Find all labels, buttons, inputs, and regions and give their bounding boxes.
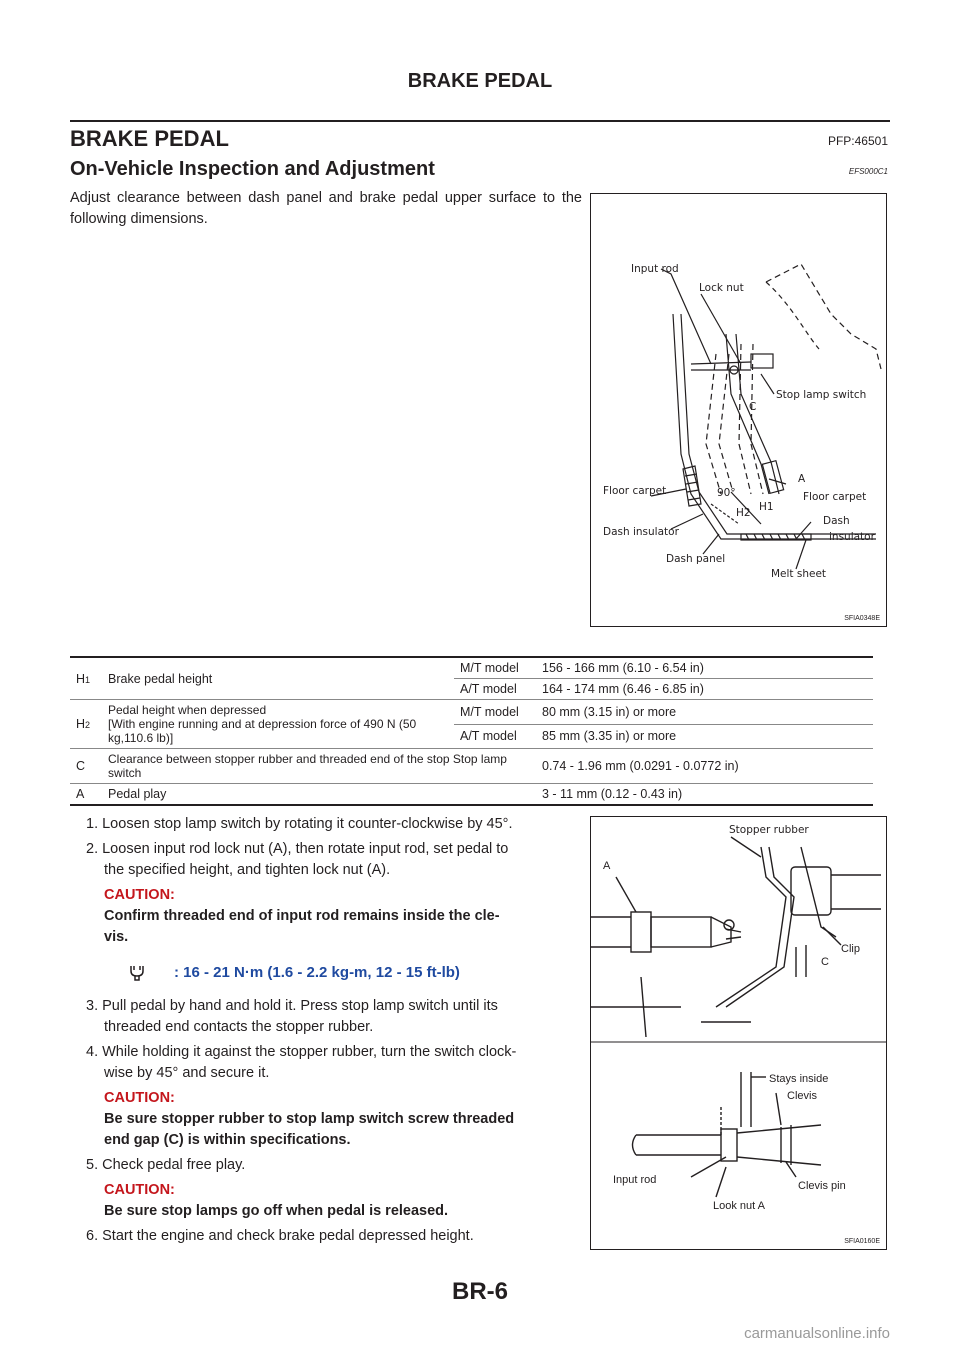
- page-header: BRAKE PEDAL: [407, 70, 553, 92]
- step-4-line1: 4. While holding it against the stopper rubber, turn the switch clock-: [86, 1044, 517, 1060]
- wrench-icon: [128, 962, 146, 982]
- spec-table: [70, 656, 873, 806]
- c-value: 0.74 - 1.96 mm (0.0291 - 0.0772 in): [536, 749, 873, 784]
- caution-2-line1: Be sure stopper rubber to stop lamp switch screw threaded: [104, 1111, 515, 1127]
- label-dash-right-2: insulator: [829, 531, 875, 543]
- label-dash-panel: Dash panel: [666, 553, 726, 565]
- h2-desc: Pedal height when depressed [With engine running and at depression force of 490 N (50 kg,110.6 lb)]: [102, 700, 454, 749]
- h1-at-model: A/T model: [454, 679, 536, 700]
- label-a: A: [798, 473, 806, 485]
- label-clevis: Clevis: [787, 1090, 817, 1102]
- h1-mt-model: M/T model: [454, 657, 536, 679]
- a-desc: Pedal play: [102, 784, 536, 806]
- label-dash-right-1: Dash: [823, 515, 850, 527]
- step-3-line2: threaded end contacts the stopper rubber.: [104, 1019, 374, 1035]
- label-lock-nut: Lock nut: [699, 282, 744, 294]
- a-symbol: A: [70, 784, 102, 806]
- subsection-title: On-Vehicle Inspection and Adjustment: [70, 158, 435, 180]
- h2-mt-model: M/T model: [454, 700, 536, 725]
- figure1-code: SFIA0348E: [844, 615, 880, 622]
- step-3-line1: 3. Pull pedal by hand and hold it. Press stop lamp switch until its: [86, 998, 498, 1014]
- a-value: 3 - 11 mm (0.12 - 0.43 in): [536, 784, 873, 806]
- step-1: 1. Loosen stop lamp switch by rotating it counter-clockwise by 45°.: [86, 816, 513, 832]
- watermark: carmanualsonline.info: [744, 1325, 890, 1342]
- label-clip: Clip: [841, 943, 860, 955]
- header-rule: [70, 120, 890, 122]
- c-desc: Clearance between stopper rubber and threaded end of the stop Stop lamp switch: [102, 749, 536, 784]
- table-row: [70, 700, 873, 725]
- figure2-code: SFIA0160E: [844, 1238, 880, 1245]
- h1-mt-value: 156 - 166 mm (6.10 - 6.54 in): [536, 657, 873, 679]
- label-input-rod: Input rod: [613, 1174, 657, 1186]
- label-c: C: [821, 956, 829, 968]
- label-floor-carpet-left: Floor carpet: [603, 485, 667, 497]
- caution-1-line1: Confirm threaded end of input rod remains inside the cle-: [104, 908, 500, 924]
- label-input-rod: Input rod: [631, 263, 679, 275]
- table-row: [70, 784, 873, 806]
- label-angle: 90°: [717, 487, 736, 499]
- section-code: PFP:46501: [827, 134, 888, 148]
- label-a: A: [603, 860, 611, 872]
- caution-1-label: CAUTION:: [104, 887, 175, 903]
- h2-at-value: 85 mm (3.35 in) or more: [536, 724, 873, 749]
- caution-3-line1: Be sure stop lamps go off when pedal is released.: [104, 1203, 449, 1219]
- caution-2-label: CAUTION:: [104, 1090, 175, 1106]
- c-symbol: C: [70, 749, 102, 784]
- stop-lamp-switch-figure: [590, 816, 887, 1250]
- label-floor-carpet-right: Floor carpet: [803, 491, 867, 503]
- label-clevis-pin: Clevis pin: [798, 1180, 846, 1192]
- h1-at-value: 164 - 174 mm (6.46 - 6.85 in): [536, 679, 873, 700]
- step-2-line1: 2. Loosen input rod lock nut (A), then rotate input rod, set pedal to: [86, 841, 509, 857]
- pedal-height-figure: [590, 193, 887, 627]
- steps-list: [86, 814, 586, 1247]
- label-melt-sheet: Melt sheet: [771, 568, 827, 580]
- step-6: 6. Start the engine and check brake pedal depressed height.: [86, 1228, 474, 1244]
- page-number: BR-6: [451, 1278, 508, 1305]
- label-h2: H2: [736, 507, 751, 519]
- torque-value: : 16 - 21 N·m (1.6 - 2.2 kg-m, 12 - 15 ft-lb): [174, 964, 460, 981]
- torque-spec: [86, 960, 586, 990]
- switch-diagram: [591, 817, 886, 1249]
- h1-desc: Brake pedal height: [102, 657, 454, 700]
- subsection-code: EFS000C1: [848, 167, 888, 176]
- h2-symbol: H2: [70, 700, 102, 749]
- pedal-diagram: [591, 194, 886, 626]
- h2-mt-value: 80 mm (3.15 in) or more: [536, 700, 873, 725]
- caution-3-label: CAUTION:: [104, 1182, 175, 1198]
- label-dash-insulator-left: Dash insulator: [603, 526, 679, 538]
- label-h1: H1: [759, 501, 774, 513]
- table-row: [70, 657, 873, 679]
- caution-2-line2: end gap (C) is within specifications.: [104, 1132, 351, 1148]
- caution-1-line2: vis.: [104, 929, 129, 945]
- label-stays-inside: Stays inside: [769, 1073, 829, 1085]
- h2-at-model: A/T model: [454, 724, 536, 749]
- table-row: [70, 749, 873, 784]
- section-title: BRAKE PEDAL: [70, 126, 229, 151]
- h1-symbol: H1: [70, 657, 102, 700]
- label-c: C: [749, 401, 757, 413]
- label-stop-lamp-switch: Stop lamp switch: [776, 389, 867, 401]
- step-2-line2: the specified height, and tighten lock nut (A).: [104, 862, 391, 878]
- step-5: 5. Check pedal free play.: [86, 1157, 246, 1173]
- label-look-nut: Look nut A: [713, 1200, 765, 1212]
- intro-paragraph: Adjust clearance between dash panel and brake pedal upper surface to the following dimensions.: [70, 190, 582, 227]
- step-4-line2: wise by 45° and secure it.: [104, 1065, 270, 1081]
- label-stopper-rubber: Stopper rubber: [729, 824, 809, 836]
